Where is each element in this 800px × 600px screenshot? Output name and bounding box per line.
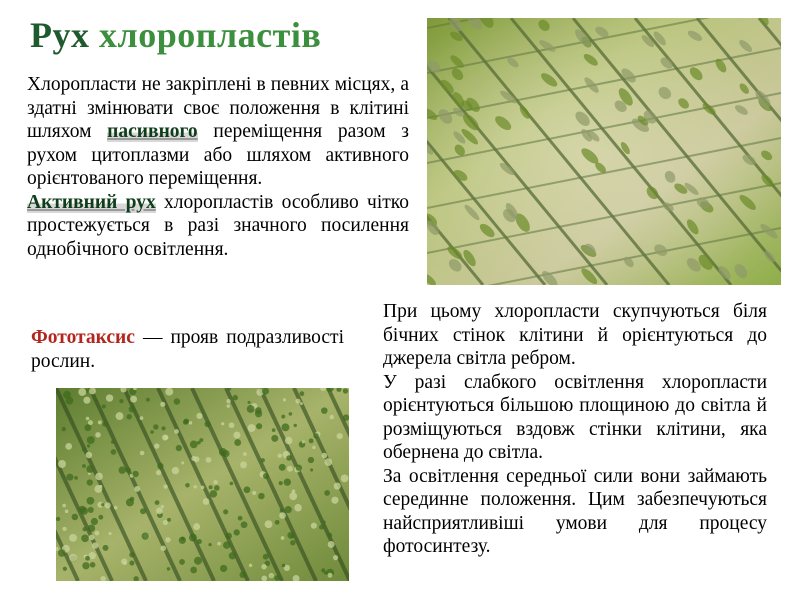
chloroplast-granule [290,540,295,545]
chloroplast-granule [281,536,285,540]
chloroplast-granule [103,545,109,551]
chloroplast-granule [221,422,224,425]
chloroplast-granule [174,429,179,434]
chloroplast-granule [258,493,264,499]
chloroplast-granule [86,417,90,421]
chloroplast-granule [229,422,235,428]
chloroplast-granule [95,473,103,481]
chloroplast-granule [295,399,300,404]
chloroplast-granule [310,468,313,471]
chloroplast-granule [285,506,292,513]
chloroplast-granule [227,404,230,407]
chloroplast-granule [88,524,96,532]
highlight-phototaxis: Фототаксис [31,327,135,348]
chloroplast-granule [95,531,100,536]
chloroplast-granule [165,388,173,396]
chloroplast-granule [255,407,262,414]
chloroplast-granule [334,482,341,489]
chloroplast-granule [229,552,236,559]
chloroplast-granule [206,457,212,463]
chloroplast-granule [156,508,163,515]
chloroplast-granule [271,435,278,442]
chloroplast-granule [69,554,77,562]
chloroplast-granule [287,466,293,472]
chloroplast-granule [111,440,115,444]
chloroplast-granule [81,535,89,543]
chloroplast-granule [94,485,102,493]
chloroplast-granule [160,402,165,407]
chloroplast-granule [312,446,315,449]
chloroplast-granule [78,388,86,396]
chloroplast-granule [343,388,348,393]
chloroplast-granule [299,391,304,396]
chloroplast-granule [82,447,86,451]
chloroplast-granule [79,506,86,513]
chloroplast-granule [156,470,161,475]
phototaxis-definition [31,326,344,373]
chloroplast-granule [272,428,276,432]
chloroplast-granule [95,432,101,438]
chloroplast-granule [161,545,167,551]
chloroplast-granule [174,398,180,404]
chloroplast-granule [155,500,160,505]
chloroplast-granule [261,576,267,581]
explanation-paragraph-2: У разі слабкого освітлення хлоропласти орієнтуються більшою площиною до світла й розміщуються вздовж стінки клітини, яка обернена до світла. [383,371,767,463]
chloroplast-granule [129,561,134,566]
chloroplast-granule [329,415,333,419]
chloroplast-granule [208,543,211,546]
title-word-1: Рух [30,15,90,55]
intro-text [27,73,409,261]
chloroplast-granule [331,497,338,504]
chloroplast-granule [191,456,196,461]
chloroplast-granule [263,554,269,560]
chloroplast-granule [204,421,210,427]
chloroplast-granule [65,510,69,514]
chloroplast-granule [146,398,150,402]
chloroplast-granule [265,520,273,528]
intro-p1-end: переміщення разом з рухом цитоплазми або шляхом активного орієнтованого переміщення. [27,121,409,189]
chloroplast-granule [282,564,285,567]
chloroplast-granule [210,490,217,497]
chloroplast-granule [324,490,330,496]
chloroplast-granule [321,568,325,572]
chloroplast-granule [176,445,182,451]
chloroplast-granule [98,515,103,520]
chloroplast-granule [161,426,165,430]
chloroplast-granule [56,517,60,521]
chloroplast-granule [87,479,93,485]
chloroplast-granule [311,523,317,529]
chloroplast-granule [150,430,154,434]
chloroplast-granule [290,534,294,538]
chloroplast-granule [220,565,227,572]
chloroplast-granule [111,449,117,455]
chloroplast-granule [328,573,333,578]
chloroplast-granule [87,497,95,505]
chloroplast-granule [119,399,123,403]
chloroplast-granule [217,542,221,546]
chloroplast-granule [230,482,234,486]
chloroplast-granule [114,506,118,510]
chloroplast-granule [125,467,131,473]
chloroplast-granule [337,433,343,439]
chloroplast-granule [223,541,231,549]
intro-p1-start: Хлоропласти не закріплені в певних місцях, а здатні змінювати своє положення в клітині шляхом [27,74,409,142]
chloroplast-granule [161,505,164,508]
chloroplast-granule [86,465,94,473]
chloroplast-granule [153,424,158,429]
chloroplast-granule [234,439,241,446]
chloroplast-granule [193,523,200,530]
chloroplast-granule [308,457,314,463]
chloroplast-granule [185,483,190,488]
chloroplast-granule [140,451,145,456]
chloroplast-granule [322,453,328,459]
chloroplast-granule [296,465,302,471]
chloroplast-granule [190,440,198,448]
intro-paragraph-2 [27,191,409,262]
chloroplast-granule [88,507,94,513]
chloroplast-granule [140,416,144,420]
chloroplast-granule [69,534,77,542]
chloroplast-granule [240,572,246,578]
chloroplast-granule [234,529,240,535]
chloroplast-granule [72,514,79,521]
chloroplast-granule [189,421,192,424]
chloroplast-granule [154,443,159,448]
chloroplast-granule [248,401,251,404]
chloroplast-granule [226,399,230,403]
chloroplast-granule [164,435,169,440]
explanation-paragraph-3: За освітлення середньої сили вони займають серединне положення. Цим забезпечуються найсприятливіші умови для процесу фотосинтезу. [383,465,767,557]
chloroplast-granule [292,489,296,493]
chloroplast-granule [341,475,349,483]
chloroplast-granule [209,485,213,489]
chloroplast-granule [196,413,202,419]
chloroplast-granule [181,537,185,541]
chloroplast-granule [116,412,124,420]
chloroplast-granule [289,412,293,416]
chloroplast-granule [281,423,289,431]
highlight-active-movement: Активний рух [27,191,156,213]
chloroplast-granule [74,476,78,480]
title-word-2: хлоропластів [99,15,322,55]
chloroplast-granule [294,424,297,427]
chloroplast-granule [225,533,232,540]
chloroplast-granule [105,502,111,508]
chloroplast-granule [101,503,104,506]
chloroplast-granule [163,520,168,525]
chloroplast-granule [214,485,220,491]
chloroplast-granule [275,520,280,525]
chloroplast-granule [66,397,74,405]
chloroplast-granule [91,518,98,525]
chloroplast-granule [85,556,90,561]
chloroplast-granule [98,420,102,424]
chloroplast-granule [58,460,66,468]
chloroplast-granule [121,558,127,564]
chloroplast-granule [163,484,167,488]
chloroplast-granule [281,415,285,419]
chloroplast-granule [183,419,188,424]
explanation-paragraph-1: При цьому хлоропласти скупчуються біля бічних стінок клітини й орієнтуються до джерела світла ребром. [383,301,767,369]
chloroplast-granule [241,521,248,528]
chloroplast-granule [130,396,137,403]
chloroplast-granule [90,562,96,568]
chloroplast-granule [274,575,280,581]
chloroplast-granule [89,534,95,540]
chloroplast-granule [201,486,205,490]
chloroplast-granule [102,404,106,408]
chloroplast-granule [219,448,227,456]
chloroplast-granule [109,532,112,535]
chloroplast-granule [244,486,251,493]
chloroplast-granule [286,455,291,460]
intro-paragraph-1 [27,73,409,191]
chloroplast-granule [134,486,140,492]
chloroplast-granule [140,508,146,514]
chloroplast-granule [86,452,93,459]
chloroplast-granule [261,458,265,462]
chloroplast-granule [233,432,240,439]
chloroplast-granule [277,453,281,457]
explanation-text [383,300,767,559]
chloroplast-granule [284,478,291,485]
chloroplast-granule [302,440,305,443]
chloroplast-granule [285,437,293,445]
highlight-passive: пасивного [107,121,198,142]
chloroplast-granule [300,402,303,405]
chloroplast-granule [83,397,90,404]
intro-p2-end: хлоропластів особливо чітко простежується в разі значного посилення однобічного освітлення. [27,191,409,260]
chloroplast-granule [249,564,252,567]
chloroplast-granule [197,539,202,544]
chloroplast-granule [280,509,284,513]
chloroplast-granule [87,436,95,444]
chloroplast-granule [223,509,228,514]
chloroplast-granule [289,492,297,500]
chloroplast-granule [247,405,255,413]
chloroplast-granule [102,421,108,427]
chloroplast-granule [194,557,202,565]
chloroplast-granule [193,485,196,488]
chloroplast-granule [130,497,135,502]
chloroplast-granule [333,555,338,560]
chloroplast-granule [319,525,324,530]
chloroplast-granule [190,567,197,574]
chloroplast-granule [63,567,67,571]
chloroplast-granule [58,549,66,557]
chloroplast-granule [165,537,170,542]
chloroplast-granule [238,516,243,521]
chloroplast-granule [309,438,314,443]
phototaxis-text: — прояв подразливості рослин. [31,327,344,372]
chloroplast-granule [279,464,286,471]
chloroplast-granule [83,527,87,531]
slide-title [30,14,321,56]
chloroplast-granule [261,564,266,569]
chloroplast-granule [181,461,184,464]
chloroplast-granule [313,433,318,438]
chloroplast-granule [84,424,91,431]
chloroplast-granule [203,498,210,505]
chloroplast-micrograph-bottom [56,388,349,581]
chloroplast-granule [82,562,89,569]
chloroplast-granule [189,534,197,542]
chloroplast-granule [233,395,238,400]
chloroplast-granule [167,518,171,522]
chloroplast-granule [263,473,269,479]
chloroplast-granule [126,414,131,419]
chloroplast-granule [197,441,201,445]
chloroplast-granule [323,521,326,524]
chloroplast-granule [106,394,113,401]
chloroplast-granule [172,467,179,474]
chloroplast-granule [119,466,126,473]
chloroplast-granule [179,559,185,565]
chloroplast-granule [82,464,86,468]
chloroplast-granule [62,504,66,508]
chloroplast-granule [129,552,134,557]
chloroplast-granule [283,398,286,401]
chloroplast-granule [157,463,163,469]
chloroplast-granule [279,481,283,485]
chloroplast-granule [92,542,98,548]
chloroplast-granule [324,458,332,466]
chloroplast-granule [256,423,262,429]
chloroplast-micrograph-top [427,18,781,285]
chloroplast-granule [240,461,247,468]
chloroplast-granule [65,443,72,450]
chloroplast-granule [142,532,149,539]
chloroplast-granule [328,541,335,548]
chloroplast-granule [279,512,286,519]
chloroplast-granule [243,452,247,456]
chloroplast-granule [327,533,332,538]
chloroplast-granule [213,480,217,484]
chloroplast-granule [129,406,135,412]
chloroplast-granule [62,427,66,431]
chloroplast-granule [262,388,269,395]
chloroplast-granule [132,471,138,477]
chloroplast-granule [294,504,302,512]
chloroplast-granule [269,573,274,578]
chloroplast-granule [248,424,256,432]
chloroplast-granule [66,474,73,481]
chloroplast-granule [321,407,328,414]
chloroplast-granule [87,444,90,447]
chloroplast-granule [167,567,171,571]
chloroplast-granule [62,527,66,531]
chloroplast-granule [252,491,256,495]
